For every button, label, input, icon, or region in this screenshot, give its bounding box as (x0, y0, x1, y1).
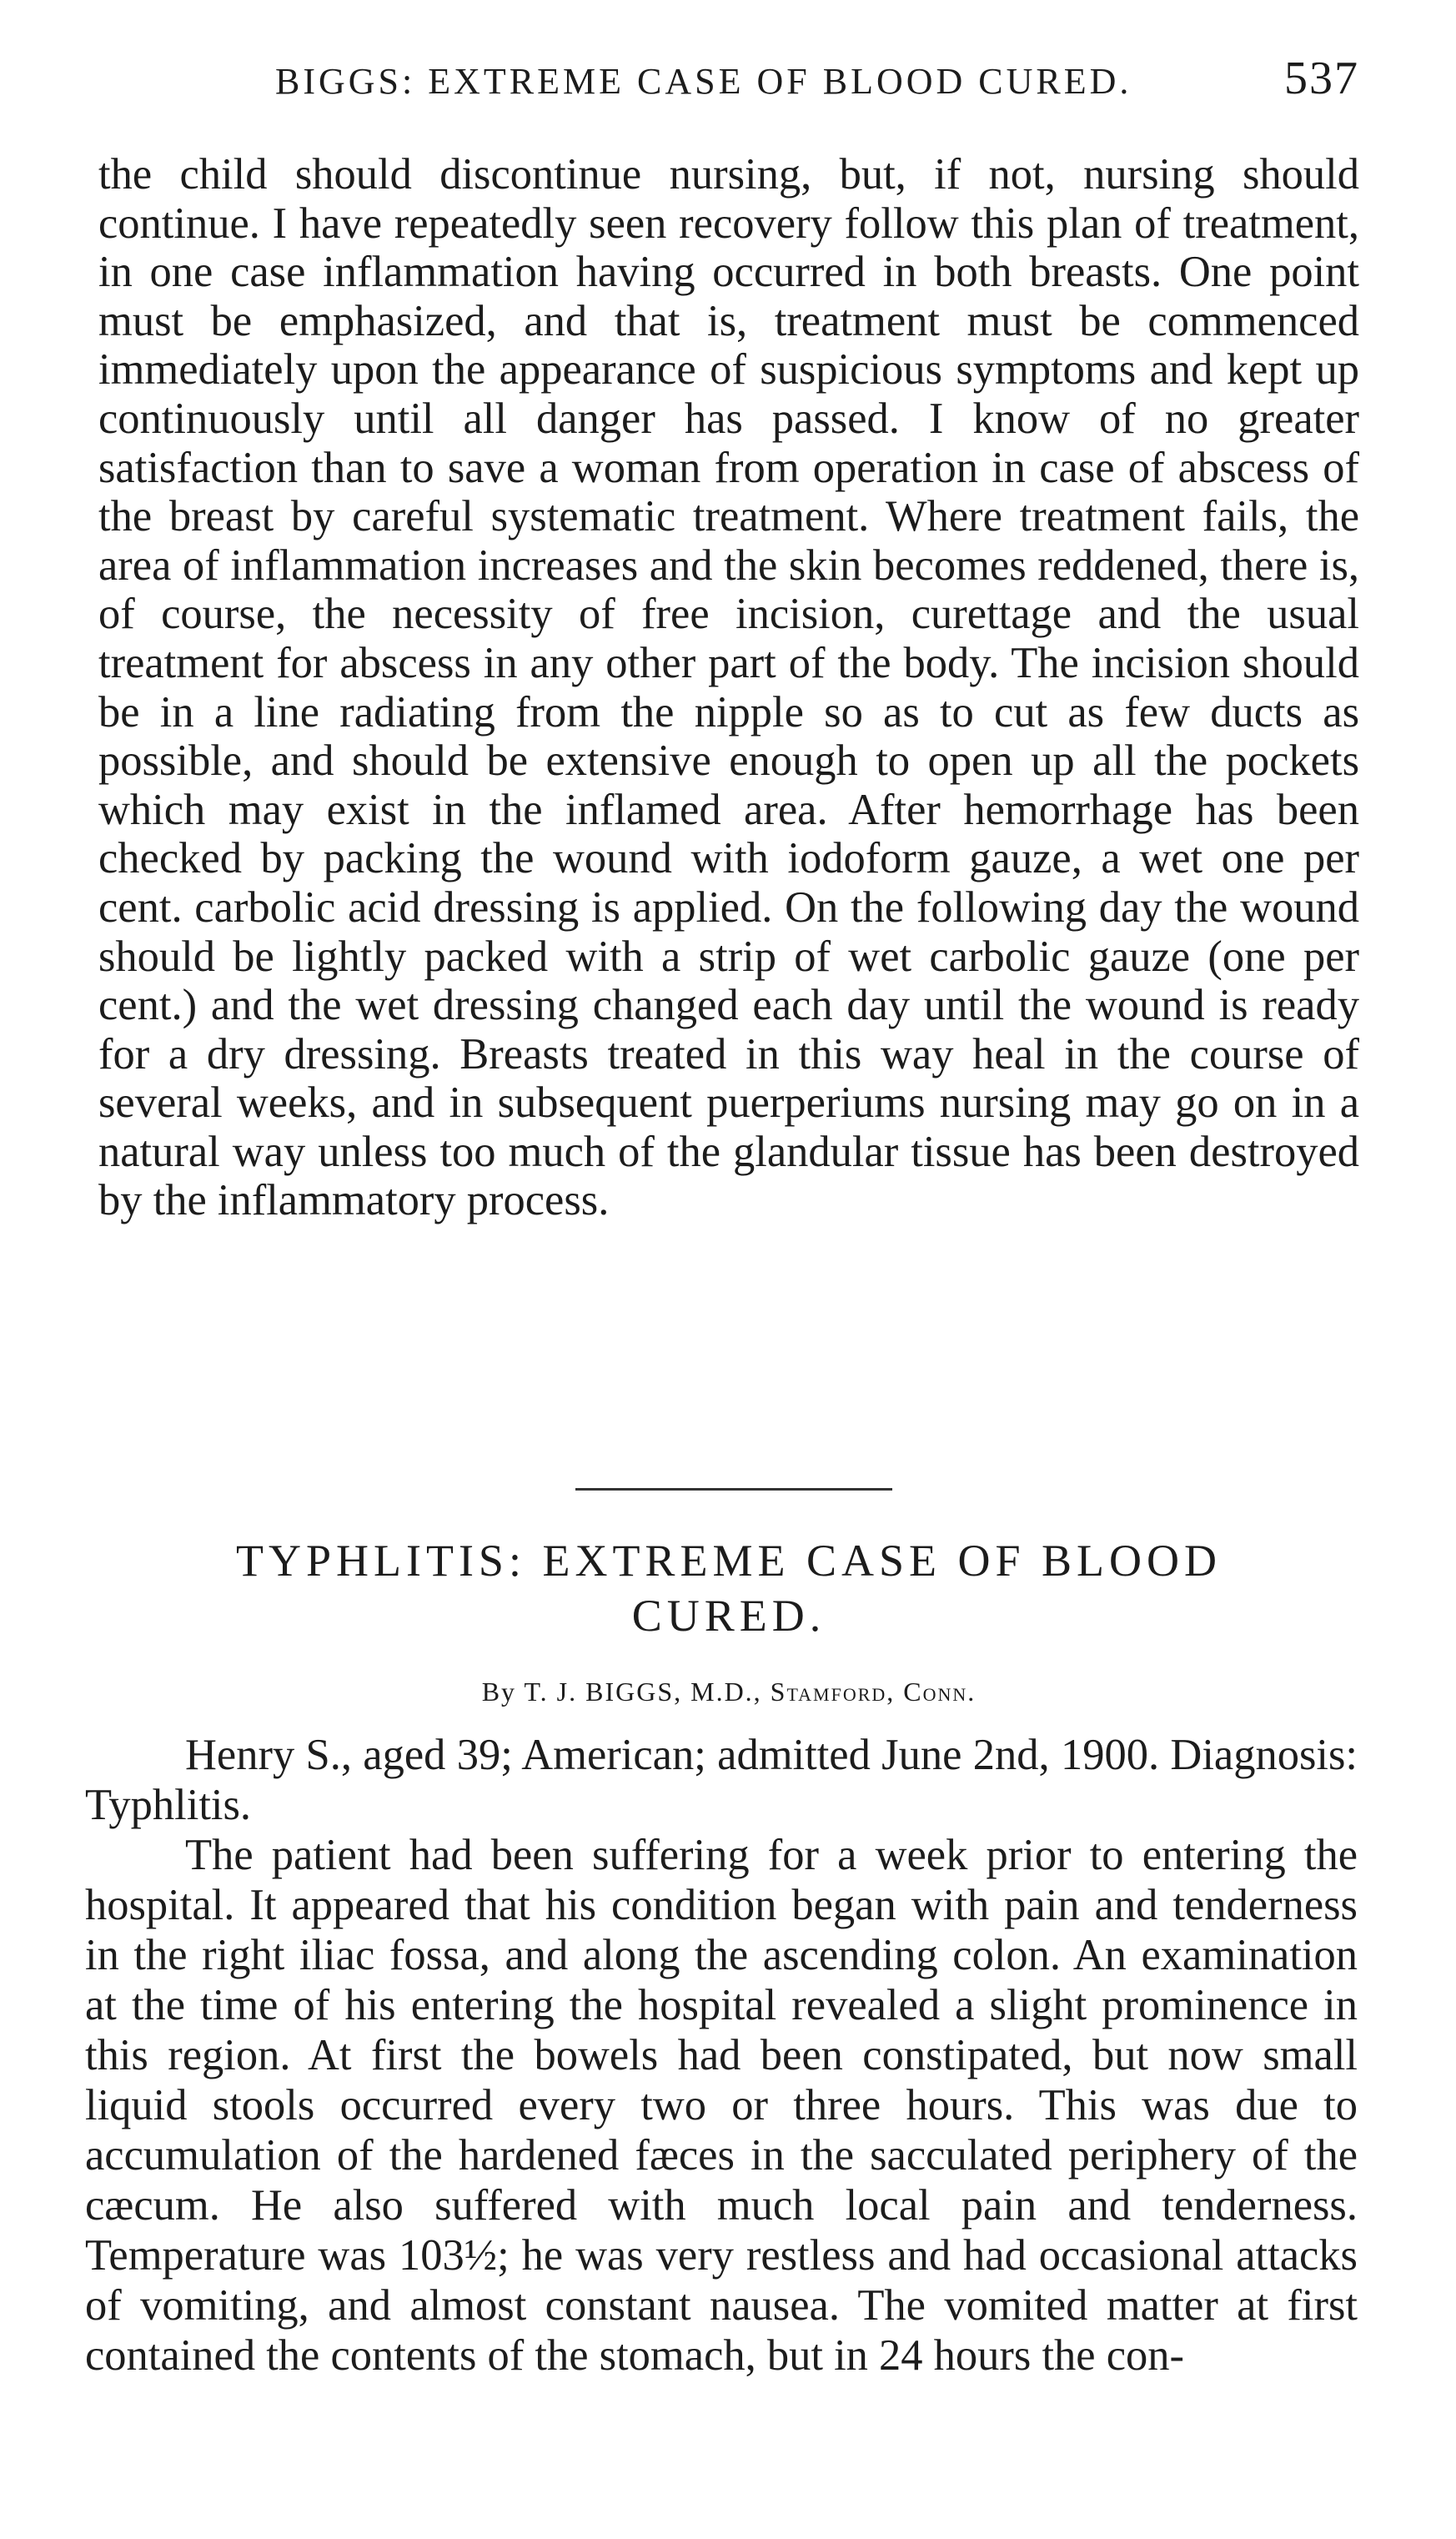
article-title (98, 1533, 1359, 1643)
article-paragraph: The patient had been suffering for a week prior to entering the hospital. It appeared that his condition began with pain and tenderness in the right iliac fossa, and along the ascending colon. An examination at the time of his entering the hospital revealed a slight prominence in this region. At first the bowels had been constipated, but now small liquid stools occurred every two or three hours. This was due to accumulation of the hardened fæces in the sacculated periphery of the cæcum. He also suffered with much local pain and tenderness. Temperature was 103½; he was very restless and had occasional attacks of vomiting, and almost constant nausea. The vomited matter at first contained the contents of the stomach, but in 24 hours the con- (85, 1831, 1358, 2380)
byline-author: T. J. BIGGS, M.D., (524, 1677, 762, 1707)
running-header (275, 52, 1359, 118)
byline-place: Stamford, Conn. (770, 1677, 977, 1707)
article-paragraph: Henry S., aged 39; American; admitted June 2nd, 1900. Diagnosis: Typhlitis. (85, 1731, 1358, 1829)
article-body (85, 1730, 1358, 2381)
section-divider (575, 1488, 892, 1491)
continued-paragraph: the child should discontinue nursing, but, if not, nursing should continue. I have repeatedly seen recovery follow this plan of treatment, in one case inflammation having occurred in both breasts. One point must be emphasized, and that is, treatment must be commenced immediately upon the appearance of suspicious symptoms and kept up continuously until all danger has passed. I know of no greater satisfaction than to save a woman from operation in case of abscess of the breast by careful systematic treatment. Where treatment fails, the area of inflammation increases and the skin becomes reddened, there is, of course, the necessity of free incision, curettage and the usual treatment for abscess in any other part of the body. The incision should be in a line radiating from the nipple so as to cut as few ducts as possible, and should be extensive enough to open up all the pockets which may exist in the inflamed area. After hemorrhage has been checked by packing the wound with iodoform gauze, a wet one per cent. carbolic acid dressing is applied. On the following day the wound should be lightly packed with a strip of wet carbolic gauze (one per cent.) and the wet dressing changed each day until the wound is ready for a dry dressing. Breasts treated in this way heal in the course of several weeks, and in subsequent puerperiums nursing may go on in a natural way unless too much of the glandular tissue has been destroyed by the inflammatory process. (98, 150, 1359, 1225)
byline (98, 1677, 1359, 1707)
running-title: BIGGS: EXTREME CASE OF BLOOD CURED. (275, 61, 1132, 102)
article-title-line-1: TYPHLITIS: EXTREME CASE OF BLOOD (235, 1536, 1222, 1586)
byline-by: By (481, 1677, 517, 1707)
page-number: 537 (1284, 53, 1359, 104)
article-title-line-2: CURED. (631, 1591, 826, 1641)
